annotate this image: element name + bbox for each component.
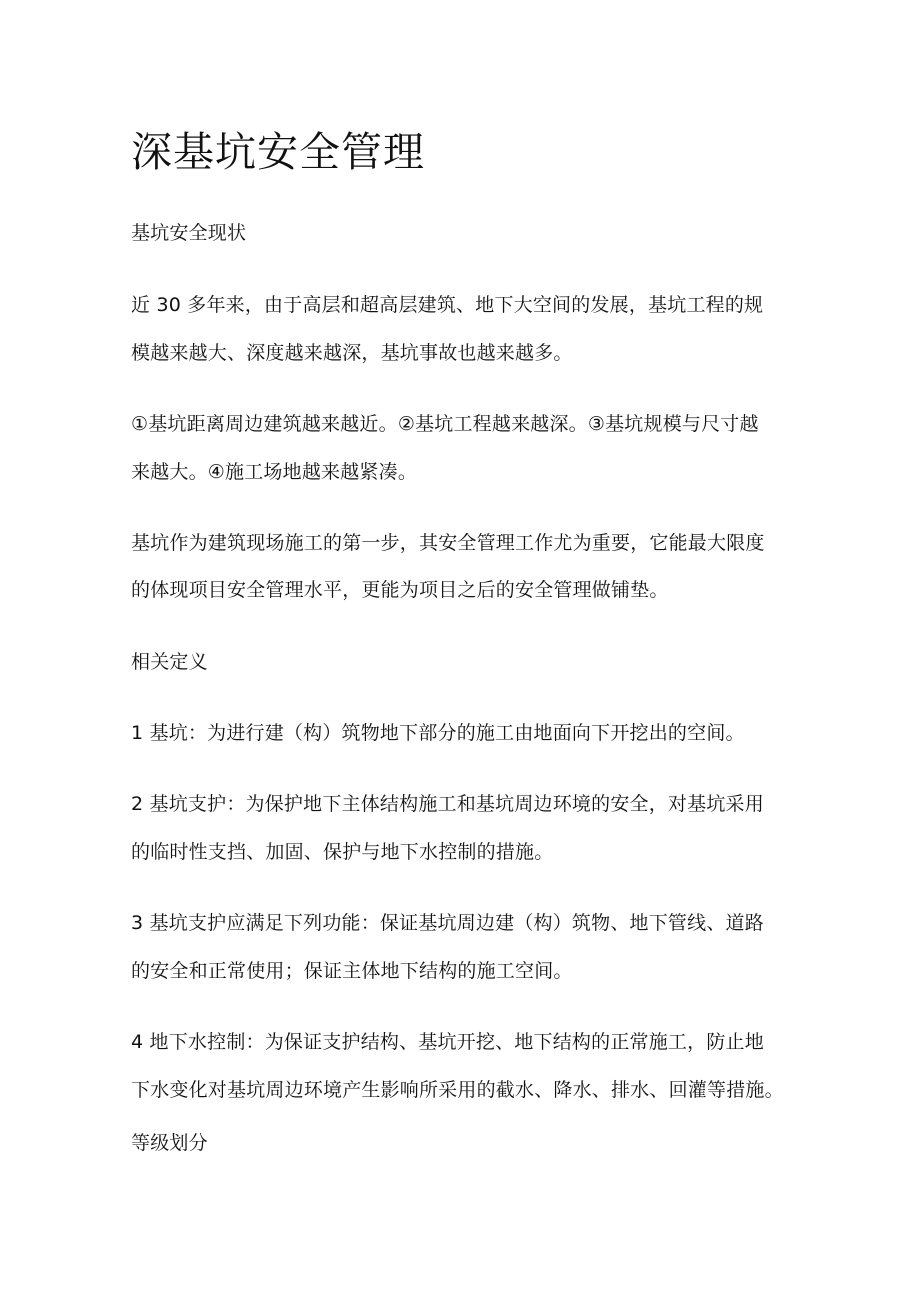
paragraph-line: 的体现项目安全管理水平，更能为项目之后的安全管理做铺垫。 [131,579,669,601]
paragraph-line: 来越大。④施工场地越来越紧凑。 [131,461,418,483]
section-heading-grading: 等级划分 [131,1132,208,1154]
paragraph-line: ①基坑距离周边建筑越来越近。②基坑工程越来越深。③基坑规模与尺寸越 [131,413,759,435]
document-title: 深基坑安全管理 [131,128,425,176]
paragraph-line: 模越来越大、深度越来越深，基坑事故也越来越多。 [131,342,573,364]
section-heading-definitions: 相关定义 [131,651,208,673]
paragraph-line: 2 基坑支护：为保护地下主体结构施工和基坑周边环境的安全，对基坑采用 [131,793,764,815]
paragraph-line: 基坑作为建筑现场施工的第一步，其安全管理工作尤为重要，它能最大限度 [131,532,765,554]
paragraph-line: 的安全和正常使用；保证主体地下结构的施工空间。 [131,960,573,982]
paragraph-line: 3 基坑支护应满足下列功能：保证基坑周边建（构）筑物、地下管线、道路 [131,912,764,934]
paragraph-line: 近 30 多年来，由于高层和超高层建筑、地下大空间的发展，基坑工程的规 [131,294,764,316]
section-heading-status: 基坑安全现状 [131,222,247,244]
paragraph-line: 的临时性支挡、加固、保护与地下水控制的措施。 [131,841,554,863]
paragraph-line: 1 基坑：为进行建（构）筑物地下部分的施工由地面向下开挖出的空间。 [131,722,745,744]
paragraph-line: 4 地下水控制：为保证支护结构、基坑开挖、地下结构的正常施工，防止地 [131,1031,764,1053]
paragraph-line: 下水变化对基坑周边环境产生影响所采用的截水、降水、排水、回灌等措施。 [131,1079,784,1101]
